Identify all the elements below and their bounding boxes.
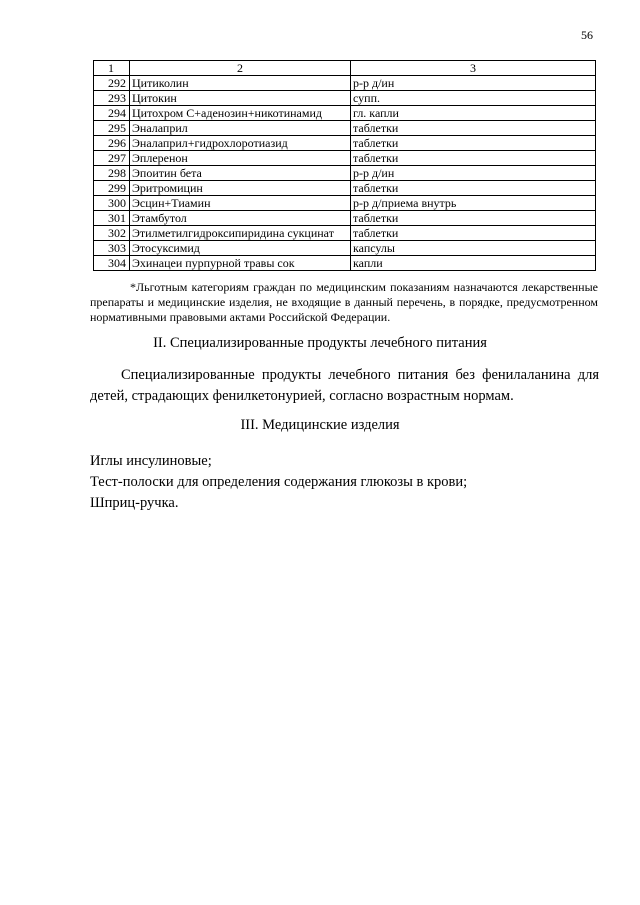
row-number-cell: 292 — [94, 76, 130, 91]
row-number-cell: 299 — [94, 181, 130, 196]
drug-name-cell: Этилметилгидроксипиридина сукцинат — [130, 226, 351, 241]
dosage-form-cell: р-р д/приема внутрь — [351, 196, 596, 211]
list-item: Шприц-ручка. — [90, 495, 179, 511]
row-number-cell: 298 — [94, 166, 130, 181]
section-3-title: III. Медицинские изделия — [240, 417, 400, 433]
dosage-form-cell: капсулы — [351, 241, 596, 256]
row-number-cell: 297 — [94, 151, 130, 166]
table-row — [94, 211, 596, 226]
drug-name-cell: Эналаприл — [130, 121, 351, 136]
table-row — [94, 136, 596, 151]
row-number-cell: 301 — [94, 211, 130, 226]
drug-name-cell: Этосуксимид — [130, 241, 351, 256]
drug-name-cell: Эхинацеи пурпурной травы сок — [130, 256, 351, 271]
table-row — [94, 106, 596, 121]
drug-name-cell: Эналаприл+гидрохлоротиазид — [130, 136, 351, 151]
table-row — [94, 226, 596, 241]
drug-name-cell: Цитиколин — [130, 76, 351, 91]
section-2-title: II. Специализированные продукты лечебного питания — [153, 335, 487, 351]
row-number-cell: 300 — [94, 196, 130, 211]
dosage-form-cell: р-р д/ин — [351, 76, 596, 91]
drug-name-cell: Цитохром С+аденозин+никотинамид — [130, 106, 351, 121]
column-header-2: 2 — [130, 61, 351, 76]
footnote: *Льготным категориям граждан по медицинским показаниям назначаются лекарственные препараты и медицинские изделия, не входящие в данный перечень, в порядке, предусмотренном нормативными правовыми актами Российской Федерации. — [90, 280, 598, 324]
table-row — [94, 121, 596, 136]
column-header-1: 1 — [94, 61, 130, 76]
row-number-cell: 303 — [94, 241, 130, 256]
dosage-form-cell: гл. капли — [351, 106, 596, 121]
dosage-form-cell: капли — [351, 256, 596, 271]
dosage-form-cell: таблетки — [351, 181, 596, 196]
dosage-form-cell: таблетки — [351, 121, 596, 136]
row-number-cell: 302 — [94, 226, 130, 241]
table-row — [94, 256, 596, 271]
drug-name-cell: Эплеренон — [130, 151, 351, 166]
dosage-form-cell: супп. — [351, 91, 596, 106]
column-header-3: 3 — [351, 61, 596, 76]
drug-name-cell: Эсцин+Тиамин — [130, 196, 351, 211]
row-number-cell: 304 — [94, 256, 130, 271]
dosage-form-cell: таблетки — [351, 136, 596, 151]
list-item: Тест-полоски для определения содержания глюкозы в крови; — [90, 474, 468, 490]
table-header-row — [94, 61, 596, 76]
dosage-form-cell: таблетки — [351, 226, 596, 241]
drug-table — [93, 60, 596, 271]
dosage-form-cell: таблетки — [351, 211, 596, 226]
table-row — [94, 76, 596, 91]
table-row — [94, 151, 596, 166]
row-number-cell: 295 — [94, 121, 130, 136]
drug-name-cell: Эритромицин — [130, 181, 351, 196]
table-row — [94, 241, 596, 256]
dosage-form-cell: р-р д/ин — [351, 166, 596, 181]
section-2-paragraph: Специализированные продукты лечебного питания без фенилаланина для детей, страдающих фенилкетонурией, согласно возрастным нормам. — [90, 367, 599, 404]
dosage-form-cell: таблетки — [351, 151, 596, 166]
page-number: 56 — [581, 28, 593, 42]
table-row — [94, 181, 596, 196]
drug-name-cell: Цитокин — [130, 91, 351, 106]
medical-devices-list — [90, 451, 467, 514]
row-number-cell: 293 — [94, 91, 130, 106]
table-row — [94, 91, 596, 106]
row-number-cell: 296 — [94, 136, 130, 151]
list-item: Иглы инсулиновые; — [90, 453, 212, 469]
drug-name-cell: Этамбутол — [130, 211, 351, 226]
drug-name-cell: Эпоитин бета — [130, 166, 351, 181]
table-row — [94, 196, 596, 211]
row-number-cell: 294 — [94, 106, 130, 121]
table-row — [94, 166, 596, 181]
